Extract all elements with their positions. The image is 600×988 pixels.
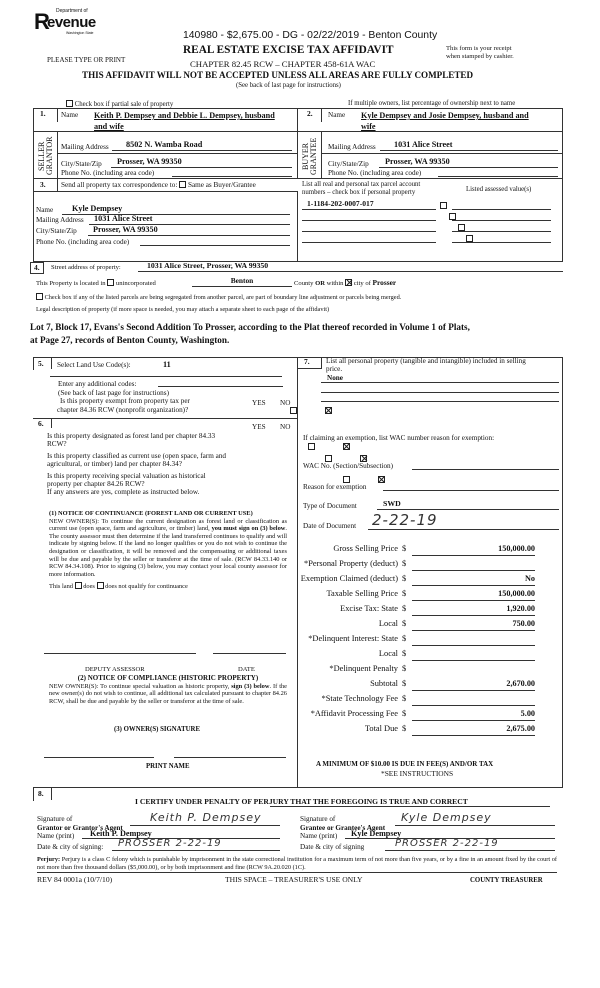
buyer-city-field[interactable]: Prosser, WA 99350 xyxy=(379,157,558,168)
seller-phone-field[interactable] xyxy=(172,168,292,177)
exempt-yes-checkbox[interactable] xyxy=(290,407,297,414)
grantor-date-city-field[interactable]: PROSSER 2-22-19 xyxy=(112,838,280,851)
buyer-phone-field[interactable] xyxy=(438,168,558,177)
parcel-value-field[interactable] xyxy=(452,200,551,210)
correspondence-city-field[interactable]: Prosser, WA 99350 xyxy=(88,225,290,236)
parcel-header: List all real and personal tax parcel account numbers – check box if personal property xyxy=(302,181,421,196)
logo-initial: R xyxy=(34,9,50,34)
please-type-note: PLEASE TYPE OR PRINT xyxy=(47,56,126,64)
form-title: REAL ESTATE EXCISE TAX AFFIDAVIT xyxy=(183,44,394,56)
fee-row: Excise Tax: State $ 1,920.00 xyxy=(298,604,598,617)
parcel-value-field[interactable] xyxy=(452,211,551,221)
buyer-section-number: 2. xyxy=(307,109,313,118)
personal-property-field[interactable]: None xyxy=(321,374,559,383)
continuance-qualify-row: This land does does not qualify for continuance xyxy=(49,583,188,590)
fee-row: *Delinquent Interest: State $ xyxy=(298,634,598,647)
seller-grantor-label: SELLER GRANTOR xyxy=(37,136,54,176)
county-field[interactable]: Benton xyxy=(192,277,292,287)
perjury-notice: Perjury: Perjury is a class C felony which is punishable by imprisonment in the state correctional institution for a maximum term of not more than five years, or by a fine in an amount fixed by the court of not more than five thousand dollars ($5,000.00), or by both imprisonment and fine (RCW 9A.20.020 (1C). xyxy=(37,856,557,871)
correspondence-label: Send all property tax correspondence to: Same as Buyer/Grantee xyxy=(61,181,256,189)
fee-value[interactable] xyxy=(412,694,535,706)
certify-statement: I CERTIFY UNDER PENALTY OF PERJURY THAT THE FOREGOING IS TRUE AND CORRECT xyxy=(135,797,468,806)
buyer-grantee-label: BUYER GRANTEE xyxy=(301,137,318,175)
fee-row: Gross Selling Price $ 150,000.00 xyxy=(298,544,598,557)
form-chapter: CHAPTER 82.45 RCW – CHAPTER 458-61A WAC xyxy=(190,59,376,69)
fee-value[interactable]: No xyxy=(412,574,535,586)
recording-stamp: 140980 - $2,675.00 - DG - 02/22/2019 - Benton County xyxy=(183,30,438,41)
personal-property-field-2[interactable] xyxy=(321,384,559,393)
completion-warning: THIS AFFIDAVIT WILL NOT BE ACCEPTED UNLESS ALL AREAS ARE FULLY COMPLETED xyxy=(82,70,474,80)
owner-signature-line-2[interactable] xyxy=(174,756,286,758)
fee-row: *Affidavit Processing Fee $ 5.00 xyxy=(298,709,598,722)
exempt-no-checkbox[interactable] xyxy=(325,407,332,414)
exemption-reason-field[interactable] xyxy=(383,482,559,491)
within-city-checkbox[interactable] xyxy=(345,279,352,286)
fee-value[interactable] xyxy=(412,664,535,675)
fee-row: Taxable Selling Price $ 150,000.00 xyxy=(298,589,598,602)
unincorporated-checkbox[interactable] xyxy=(107,279,114,286)
form-revision: REV 84 0001a (10/7/10) xyxy=(37,875,113,884)
document-date-field[interactable]: 2-22-19 xyxy=(368,512,559,530)
property-street-field[interactable]: 1031 Alice Street, Prosser, WA 99350 xyxy=(138,262,563,272)
legal-description: Lot 7, Block 17, Evans's Second Addition To Prosser, according to the Plat thereof recorded in Volume 1 of Plats, at Page 27, records of Benton County, Washington. xyxy=(30,322,470,345)
parcel-value-field[interactable] xyxy=(452,222,551,232)
parcel-number-field[interactable] xyxy=(302,233,436,243)
fee-value[interactable]: 5.00 xyxy=(412,709,535,721)
owner-signature-line[interactable] xyxy=(44,756,154,758)
grantee-signature-line[interactable]: Kyle Dempsey xyxy=(395,812,555,826)
current-use-yes-checkbox[interactable] xyxy=(325,455,332,462)
forest-no-checkbox[interactable] xyxy=(343,443,350,450)
forest-yes-checkbox[interactable] xyxy=(308,443,315,450)
fee-row: *Delinquent Penalty $ xyxy=(298,664,598,677)
seller-city-field[interactable]: Prosser, WA 99350 xyxy=(111,157,292,168)
fee-value[interactable] xyxy=(412,559,535,571)
fee-value[interactable]: 1,920.00 xyxy=(412,604,535,616)
fee-value[interactable]: 2,670.00 xyxy=(412,679,535,691)
fee-table xyxy=(298,544,598,744)
correspondence-name-field[interactable]: Kyle Dempsey xyxy=(62,204,290,215)
fee-row: Exemption Claimed (deduct) $ No xyxy=(298,574,598,587)
fee-value[interactable] xyxy=(412,634,535,646)
parcel-number-field[interactable] xyxy=(302,222,436,232)
partial-sale-checkbox-row: Check box if partial sale of property xyxy=(66,100,173,109)
notice-of-continuance: (1) NOTICE OF CONTINUANCE (FOREST LAND OR CURRENT USE) NEW OWNER(S): To continue the current designation as forest land or classification as current use (open space, farm and agriculture, or timber) land, you must sign on (3) below. The county assessor must then determine if the land transferred continues to qualify and will indicate by signing below. If the land no longer qualifies or you do not wish to continue the designation or classification, it will be removed and the compensating or additional taxes will be due and payable by the seller or transferor at the time of sale. (RCW 84.33.140 or RCW 84.34.108). Prior to signing (3) below, you may contact your local county assessor for more information. xyxy=(49,510,287,578)
fee-row: Subtotal $ 2,670.00 xyxy=(298,679,598,692)
qualify-does-checkbox[interactable] xyxy=(75,582,82,589)
grantor-name-field[interactable]: Keith P. Dempsey xyxy=(82,829,280,839)
notice-of-compliance: (2) NOTICE OF COMPLIANCE (HISTORIC PROPERTY) NEW OWNER(S): To continue special valuation as historic property, sign (3) below. If the new owner(s) do not wish to continue, all additional tax calculated pursuant to chapter 84.26 RCW, shall be due and payable by the seller or transferor at the time of sale. xyxy=(49,674,287,705)
city-value: Prosser xyxy=(372,278,397,287)
see-instructions-note: *SEE INSTRUCTIONS xyxy=(381,769,454,778)
historic-yes-checkbox[interactable] xyxy=(343,476,350,483)
fee-value[interactable]: 750.00 xyxy=(412,619,535,631)
correspondence-phone-field[interactable] xyxy=(140,236,290,246)
see-back-note: (See back of last page for instructions) xyxy=(236,82,341,89)
wac-number-field[interactable] xyxy=(412,461,559,470)
fee-row: Local $ 750.00 xyxy=(298,619,598,632)
treasurer-space-label: THIS SPACE – TREASURER'S USE ONLY xyxy=(225,875,363,884)
qualify-does-not-checkbox[interactable] xyxy=(97,582,104,589)
same-as-buyer-checkbox[interactable] xyxy=(179,181,186,188)
personal-property-field-3[interactable] xyxy=(321,393,559,402)
parcel-personal-checkbox[interactable] xyxy=(440,202,447,209)
fee-row: *Personal Property (deduct) $ xyxy=(298,559,598,572)
partial-sale-checkbox[interactable] xyxy=(66,100,73,107)
current-use-no-checkbox[interactable] xyxy=(360,455,367,462)
correspondence-mailing-field[interactable]: 1031 Alice Street xyxy=(89,214,290,225)
fee-value[interactable]: 150,000.00 xyxy=(412,589,535,601)
grantee-name-field[interactable]: Kyle Dempsey xyxy=(345,829,555,839)
parcel-value-field[interactable] xyxy=(452,233,551,243)
document-type-field[interactable]: SWD xyxy=(377,500,559,510)
land-use-code: 11 xyxy=(163,360,171,369)
seller-name: Keith P. Dempsey and Debbie L. Dempsey, husband and wife xyxy=(94,111,275,131)
parcel-number-field[interactable] xyxy=(302,211,436,221)
additional-codes-field[interactable] xyxy=(158,378,283,387)
deputy-assessor-signature-line[interactable] xyxy=(44,652,196,654)
multiple-owners-note: If multiple owners, list percentage of ownership next to name xyxy=(348,100,516,107)
fee-value[interactable]: 150,000.00 xyxy=(412,544,535,556)
seller-section-number: 1. xyxy=(40,109,46,118)
seller-mailing-field[interactable]: 8502 N. Wamba Road xyxy=(112,140,292,151)
dor-logo: R Department of evenue Washington State xyxy=(34,8,96,35)
grantee-date-city-field[interactable]: PROSSER 2-22-19 xyxy=(385,838,555,851)
county-treasurer-label: COUNTY TREASURER xyxy=(470,877,543,884)
fee-row: Local $ xyxy=(298,649,598,662)
buyer-name: Kyle Dempsey and Josie Dempsey, husband and wife xyxy=(361,111,529,131)
receipt-note: This form is your receipt when stamped by cashier. xyxy=(446,45,514,61)
fee-value[interactable]: 2,675.00 xyxy=(412,724,535,736)
fee-value[interactable] xyxy=(412,649,535,661)
fee-row: Total Due $ 2,675.00 xyxy=(298,724,598,737)
segregated-checkbox[interactable] xyxy=(36,293,43,300)
property-location-row: This Property is located in unincorporated xyxy=(36,280,156,287)
parcel-number-field[interactable]: 1-1184-202-0007-017 xyxy=(302,200,436,210)
assessor-date-line[interactable] xyxy=(213,652,286,654)
buyer-mailing-field[interactable]: 1031 Alice Street xyxy=(380,140,558,151)
fee-row: *State Technology Fee $ xyxy=(298,694,598,707)
segregated-row: Check box if any of the listed parcels are being segregated from another parcel, are part of boundary line adjustment or parcels being merged. xyxy=(36,293,401,301)
grantor-signature-line[interactable]: Keith P. Dempsey xyxy=(130,812,280,826)
minimum-due-note: A MINIMUM OF $10.00 IS DUE IN FEE(S) AND/OR TAX xyxy=(316,760,494,768)
